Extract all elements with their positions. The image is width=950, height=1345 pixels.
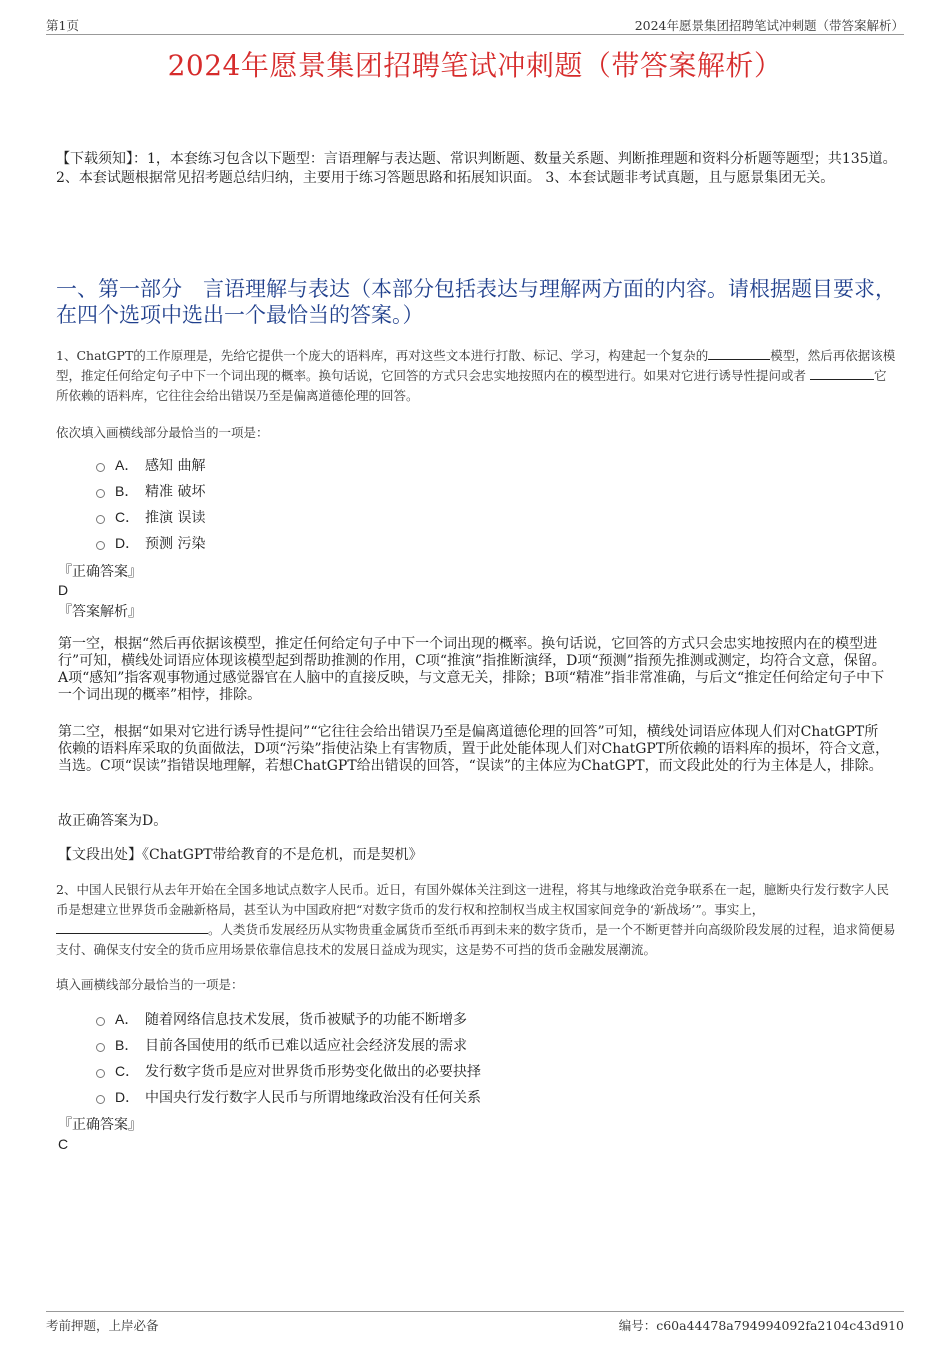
section-heading: 一、第一部分 言语理解与表达（本部分包括表达与理解两方面的内容。请根据题目要求，在四个选项中选出一个最恰当的答案。）: [56, 277, 896, 327]
question-1-text-part3: 它所依赖的语料库，它往往会给出错误乃至是偏离道德伦理的回答。: [56, 368, 887, 403]
fill-blank-1: [708, 347, 770, 360]
correct-answer-label: 『正确答案』: [58, 564, 142, 580]
page-number: 第1页: [46, 18, 79, 33]
radio-icon[interactable]: [96, 489, 105, 498]
option-text: 感知 曲解: [145, 458, 206, 474]
option-c[interactable]: C． 推演 误读: [96, 504, 205, 530]
question-1-text: [56, 346, 898, 406]
question-2-text: [56, 880, 898, 960]
question-1-options: [96, 452, 205, 556]
option-text: 推演 误读: [145, 510, 206, 526]
radio-icon[interactable]: [96, 463, 105, 472]
option-text: 随着网络信息技术发展，货币被赋予的功能不断增多: [145, 1012, 467, 1028]
radio-icon[interactable]: [96, 541, 105, 550]
source-citation: 【文段出处】《ChatGPT带给教育的不是危机，而是契机》: [58, 847, 423, 863]
correct-answer-value: D: [58, 582, 69, 598]
option-d[interactable]: D． 中国央行发行数字人民币与所谓地缘政治没有任何关系: [96, 1084, 481, 1110]
fill-blank-3: [56, 921, 208, 934]
question-2-options: [96, 1006, 481, 1110]
correct-answer-value: C: [58, 1136, 69, 1152]
option-text: 发行数字货币是应对世界货币形势变化做出的必要抉择: [145, 1064, 481, 1080]
question-1-text-part1: 1、ChatGPT的工作原理是，先给它提供一个庞大的语料库，再对这些文本进行打散、标记、学习，构建起一个复杂的: [56, 348, 709, 363]
fill-blank-2: [810, 367, 874, 380]
question-2-text-part2: 。人类货币发展经历从实物贵重金属货币至纸币再到未来的数字货币，是一个不断更替并向高级阶段发展的过程，追求简便易支付、确保支付安全的货币应用场景依靠信息技术的发展日益成为现实，这是势不可挡的货币金融发展潮流。: [56, 922, 896, 957]
option-text: 目前各国使用的纸币已难以适应社会经济发展的需求: [145, 1038, 467, 1054]
option-text: 预测 污染: [145, 536, 206, 552]
answer-analysis-label: 『答案解析』: [58, 604, 142, 620]
download-notice: 【下载须知】：1，本套练习包含以下题型：言语理解与表达题、常识判断题、数量关系题、判断推理题和资料分析题等题型；共135道。 2、本套试题根据常见招考题总结归纳，主要用于练习答题思路和拓展知识面。 3、本套试题非考试真题，且与愿景集团无关。: [56, 151, 897, 186]
option-c[interactable]: C． 发行数字货币是应对世界货币形势变化做出的必要抉择: [96, 1058, 481, 1084]
option-text: 中国央行发行数字人民币与所谓地缘政治没有任何关系: [145, 1090, 481, 1106]
radio-icon[interactable]: [96, 1069, 105, 1078]
analysis-conclusion: 故正确答案为D。: [58, 813, 168, 829]
radio-icon[interactable]: [96, 1017, 105, 1026]
radio-icon[interactable]: [96, 515, 105, 524]
header-doc-title: 2024年愿景集团招聘笔试冲刺题（带答案解析）: [634, 18, 904, 33]
option-d[interactable]: D． 预测 污染: [96, 530, 205, 556]
analysis-paragraph-1: 第一空，根据“然后再依据该模型，推定任何给定句子中下一个词出现的概率。换句话说，它回答的方式只会忠实地按照内在的模型进行”可知，横线处词语应体现该模型起到帮助推测的作用，C项“推演”指推断演绎，D项“预测”指预先推测或测定，均符合文意，保留。A项“感知”指客观事物通过感觉器官在人脑中的直接反映，与文意无关，排除；B项“精准”指非常准确，与后文“推定任何给定句子中下一个词出现的概率”相悖，排除。: [58, 636, 886, 703]
question-1-text-part2: 模型，然后再依据该模型，推定任何给定句子中下一个词出现的概率。换句话说，它回答的方式只会忠实地按照内在的模型进行。如果对它进行诱导性提问或者: [56, 348, 896, 383]
correct-answer-label: 『正确答案』: [58, 1117, 142, 1133]
document-title: 2024年愿景集团招聘笔试冲刺题（带答案解析）: [167, 49, 783, 82]
option-b[interactable]: B． 精准 破坏: [96, 478, 205, 504]
option-a[interactable]: A． 感知 曲解: [96, 452, 205, 478]
option-b[interactable]: B． 目前各国使用的纸币已难以适应社会经济发展的需求: [96, 1032, 481, 1058]
page-footer: [46, 1311, 904, 1334]
footer-serial-number: 编号：c60a44478a794994092fa2104c43d910: [618, 1318, 904, 1333]
radio-icon[interactable]: [96, 1043, 105, 1052]
radio-icon[interactable]: [96, 1095, 105, 1104]
option-text: 精准 破坏: [145, 484, 206, 500]
page-header: [46, 14, 904, 35]
question-2-text-part1: 2、中国人民银行从去年开始在全国多地试点数字人民币。近日，有国外媒体关注到这一进程，将其与地缘政治竞争联系在一起，臆断央行发行数字人民币是想建立世界货币金融新格局，甚至认为中国政府把“对数字货币的发行权和控制权当成主权国家间竞争的‘新战场’”。事实上，: [56, 882, 889, 917]
question-1-prompt: 依次填入画横线部分最恰当的一项是：: [56, 425, 269, 440]
analysis-paragraph-2: 第二空，根据“如果对它进行诱导性提问”“它往往会给出错误乃至是偏离道德伦理的回答”可知，横线处词语应体现人们对ChatGPT所依赖的语料库采取的负面做法，D项“污染”指使沾染上有害物质，置于此处能体现人们对ChatGPT所依赖的语料库的损坏，符合文意，当选。C项“误读”指错误地理解，若想ChatGPT给出错误的回答，“误读”的主体应为ChatGPT，而文段此处的行为主体是人，排除。: [58, 724, 890, 774]
question-2-prompt: 填入画横线部分最恰当的一项是：: [56, 977, 244, 992]
footer-slogan: 考前押题，上岸必备: [46, 1318, 159, 1333]
option-a[interactable]: A． 随着网络信息技术发展，货币被赋予的功能不断增多: [96, 1006, 481, 1032]
